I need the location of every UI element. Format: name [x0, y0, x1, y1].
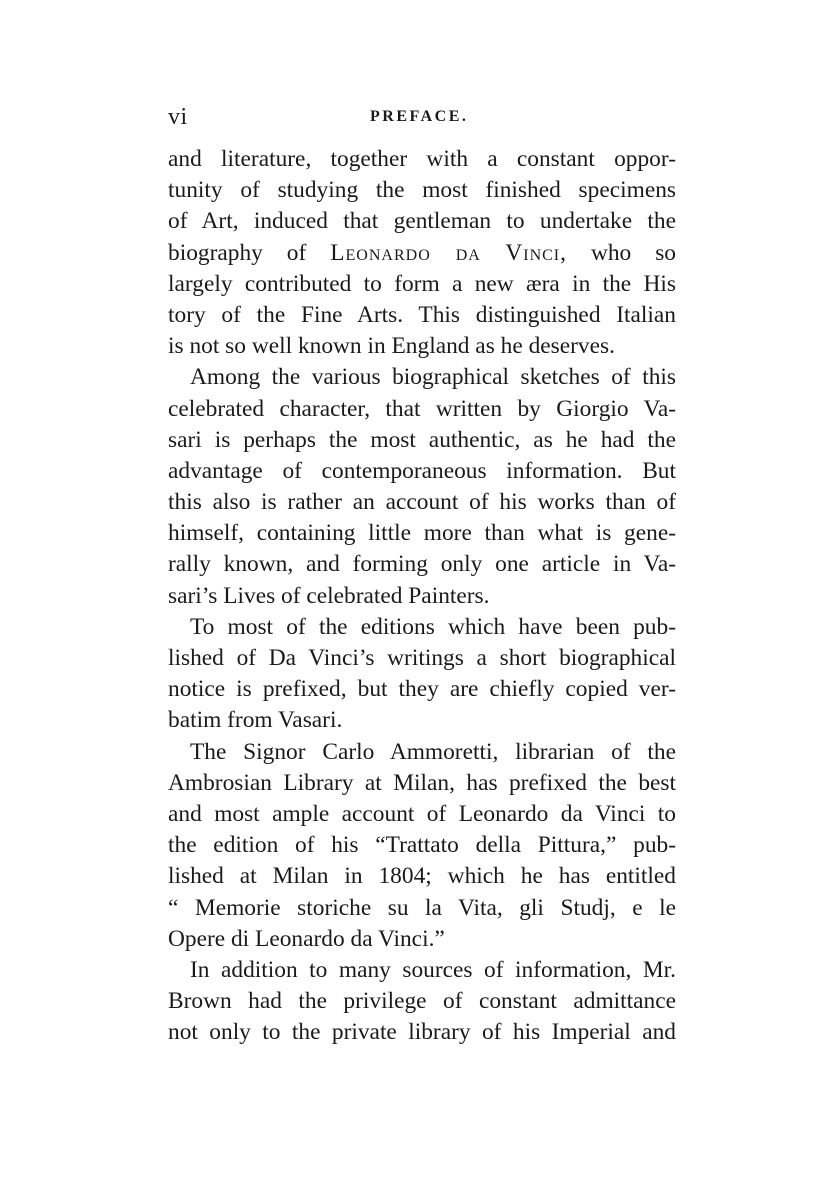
text-fragment: who so — [590, 239, 676, 266]
text-line: of Art, induced that gentleman to undertake the — [168, 208, 676, 235]
text-line: lished of Da Vinci’s writings a short biographical — [168, 645, 676, 671]
text-line: not only to the private library of his Imperial and — [168, 1019, 676, 1046]
text-line: and most ample account of Leonardo da Vinci to — [168, 800, 676, 827]
text-line: himself, containing little more than what is gene- — [168, 520, 676, 547]
page-number: vi — [168, 104, 188, 130]
text-line: notice is prefixed, but they are chiefly copied ver- — [168, 676, 676, 703]
text-line: The Signor Carlo Ammoretti, librarian of the — [190, 738, 676, 765]
book-page — [168, 104, 676, 1048]
body-text — [168, 144, 676, 1048]
text-line: sari is perhaps the most authentic, as he had the — [168, 426, 676, 453]
page-header — [168, 104, 676, 134]
text-line: largely contributed to form a new æra in the His — [168, 270, 676, 297]
text-line: Ambrosian Library at Milan, has prefixed the best — [168, 769, 676, 796]
text-line: rally known, and forming only one article in Va- — [168, 551, 676, 578]
text-line: batim from Vasari. — [168, 707, 343, 734]
text-line: and literature, together with a constant oppor- — [168, 146, 676, 172]
text-line: Brown had the privilege of constant admittance — [168, 988, 676, 1015]
text-line: Opere di Leonardo da Vinci.” — [168, 925, 445, 952]
text-line: the edition of his “Trattato della Pittura,” pub- — [168, 832, 676, 859]
text-line: is not so well known in England as he deserves. — [168, 333, 615, 360]
text-line: tory of the Fine Arts. This distinguished Italian — [168, 301, 676, 328]
running-title: PREFACE. — [370, 108, 469, 125]
text-line: tunity of studying the most finished specimens — [168, 177, 676, 204]
text-line: lished at Milan in 1804; which he has entitled — [168, 863, 676, 890]
text-line: advantage of contemporaneous information. But — [168, 457, 676, 484]
text-line: this also is rather an account of his works than of — [168, 489, 676, 516]
text-line: “ Memorie storiche su la Vita, gli Studj, e le — [168, 894, 676, 921]
text-line: celebrated character, that written by Giorgio Va- — [168, 395, 676, 422]
text-line: sari’s Lives of celebrated Painters. — [168, 582, 490, 609]
text-line: In addition to many sources of information, Mr. — [190, 956, 676, 983]
name-small-caps: Leonardo da Vinci, — [330, 239, 567, 266]
text-line: To most of the editions which have been pub- — [190, 613, 676, 640]
text-line: Among the various biographical sketches of this — [190, 364, 676, 391]
text-line — [168, 238, 676, 269]
text-fragment: biography of — [168, 239, 307, 266]
